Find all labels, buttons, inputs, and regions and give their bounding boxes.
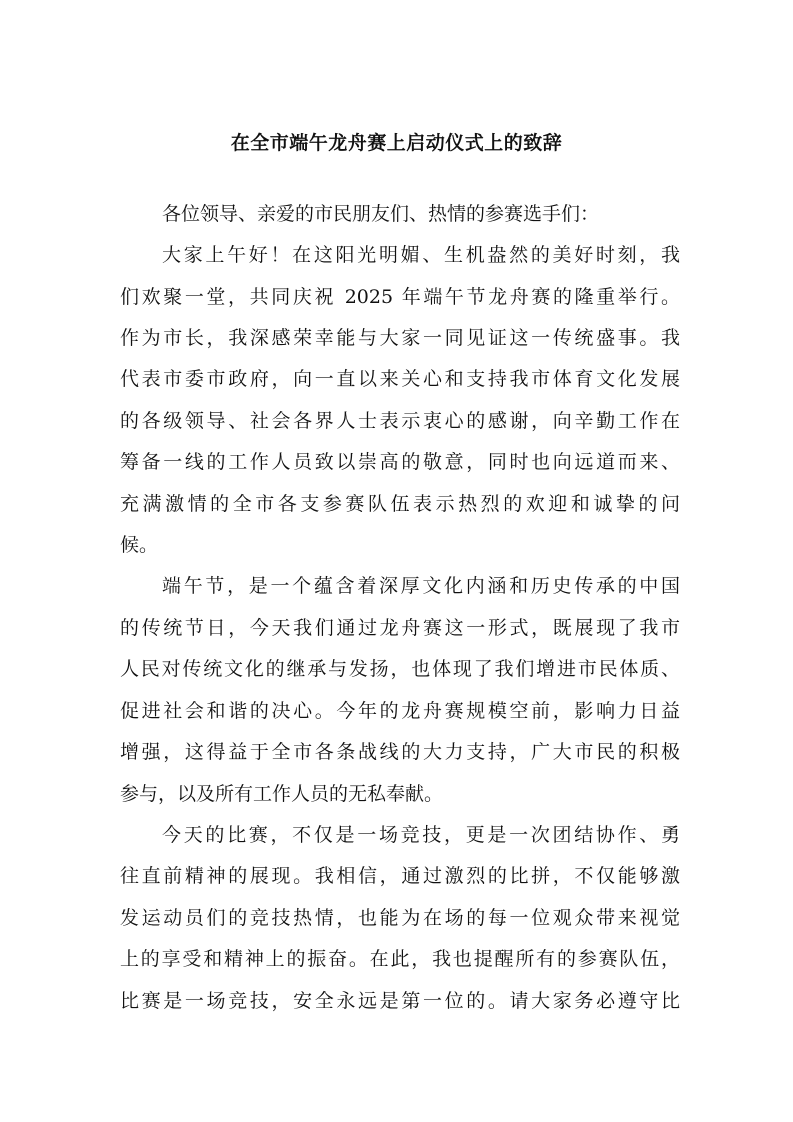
paragraph-2-line-6: 参与，以及所有工作人员的无私奉献。 (120, 783, 444, 805)
paragraph-1-line-6: 筹备一线的工作人员致以崇高的敬意，同时也向远道而来、 (120, 451, 680, 473)
paragraph-3-line-2: 往直前精神的展现。我相信，通过激烈的比拼，不仅能够激 (120, 865, 680, 887)
paragraph-2-line-1: 端午节，是一个蕴含着深厚文化内涵和历史传承的中国 (162, 575, 680, 597)
document-title: 在全市端午龙舟赛上启动仪式上的致辞 (230, 132, 563, 154)
paragraph-3-line-5: 比赛是一场竞技，安全永远是第一位的。请大家务必遵守比 (120, 990, 680, 1012)
salutation-line: 各位领导、亲爱的市民朋友们、热情的参赛选手们： (162, 203, 600, 225)
paragraph-3-line-3: 发运动员们的竞技热情，也能为在场的每一位观众带来视觉 (120, 907, 680, 929)
paragraph-2-line-2: 的传统节日，今天我们通过龙舟赛这一形式，既展现了我市 (120, 617, 680, 639)
paragraph-1-line-7: 充满激情的全市各支参赛队伍表示热烈的欢迎和诚挚的问 (120, 493, 680, 515)
paragraph-1-line-1: 大家上午好！在这阳光明媚、生机盎然的美好时刻，我 (162, 244, 680, 266)
paragraph-1-line-4: 代表市委市政府，向一直以来关心和支持我市体育文化发展 (120, 368, 680, 390)
paragraph-1-line-3: 作为市长，我深感荣幸能与大家一同见证这一传统盛事。我 (120, 327, 680, 349)
paragraph-1-line-8: 候。 (120, 534, 159, 556)
paragraph-2-line-5: 增强，这得益于全市各条战线的大力支持，广大市民的积极 (120, 741, 680, 763)
paragraph-3-line-4: 上的享受和精神上的振奋。在此，我也提醒所有的参赛队伍， (120, 948, 680, 970)
paragraph-2-line-3: 人民对传统文化的继承与发扬，也体现了我们增进市民体质、 (120, 658, 680, 680)
paragraph-2-line-4: 促进社会和谐的决心。今年的龙舟赛规模空前，影响力日益 (120, 700, 680, 722)
paragraph-1-line-5: 的各级领导、社会各界人士表示衷心的感谢，向辛勤工作在 (120, 410, 680, 432)
paragraph-3-line-1: 今天的比赛，不仅是一场竞技，更是一次团结协作、勇 (162, 824, 680, 846)
paragraph-1-line-2: 们欢聚一堂，共同庆祝 2025 年端午节龙舟赛的隆重举行。 (120, 286, 680, 308)
